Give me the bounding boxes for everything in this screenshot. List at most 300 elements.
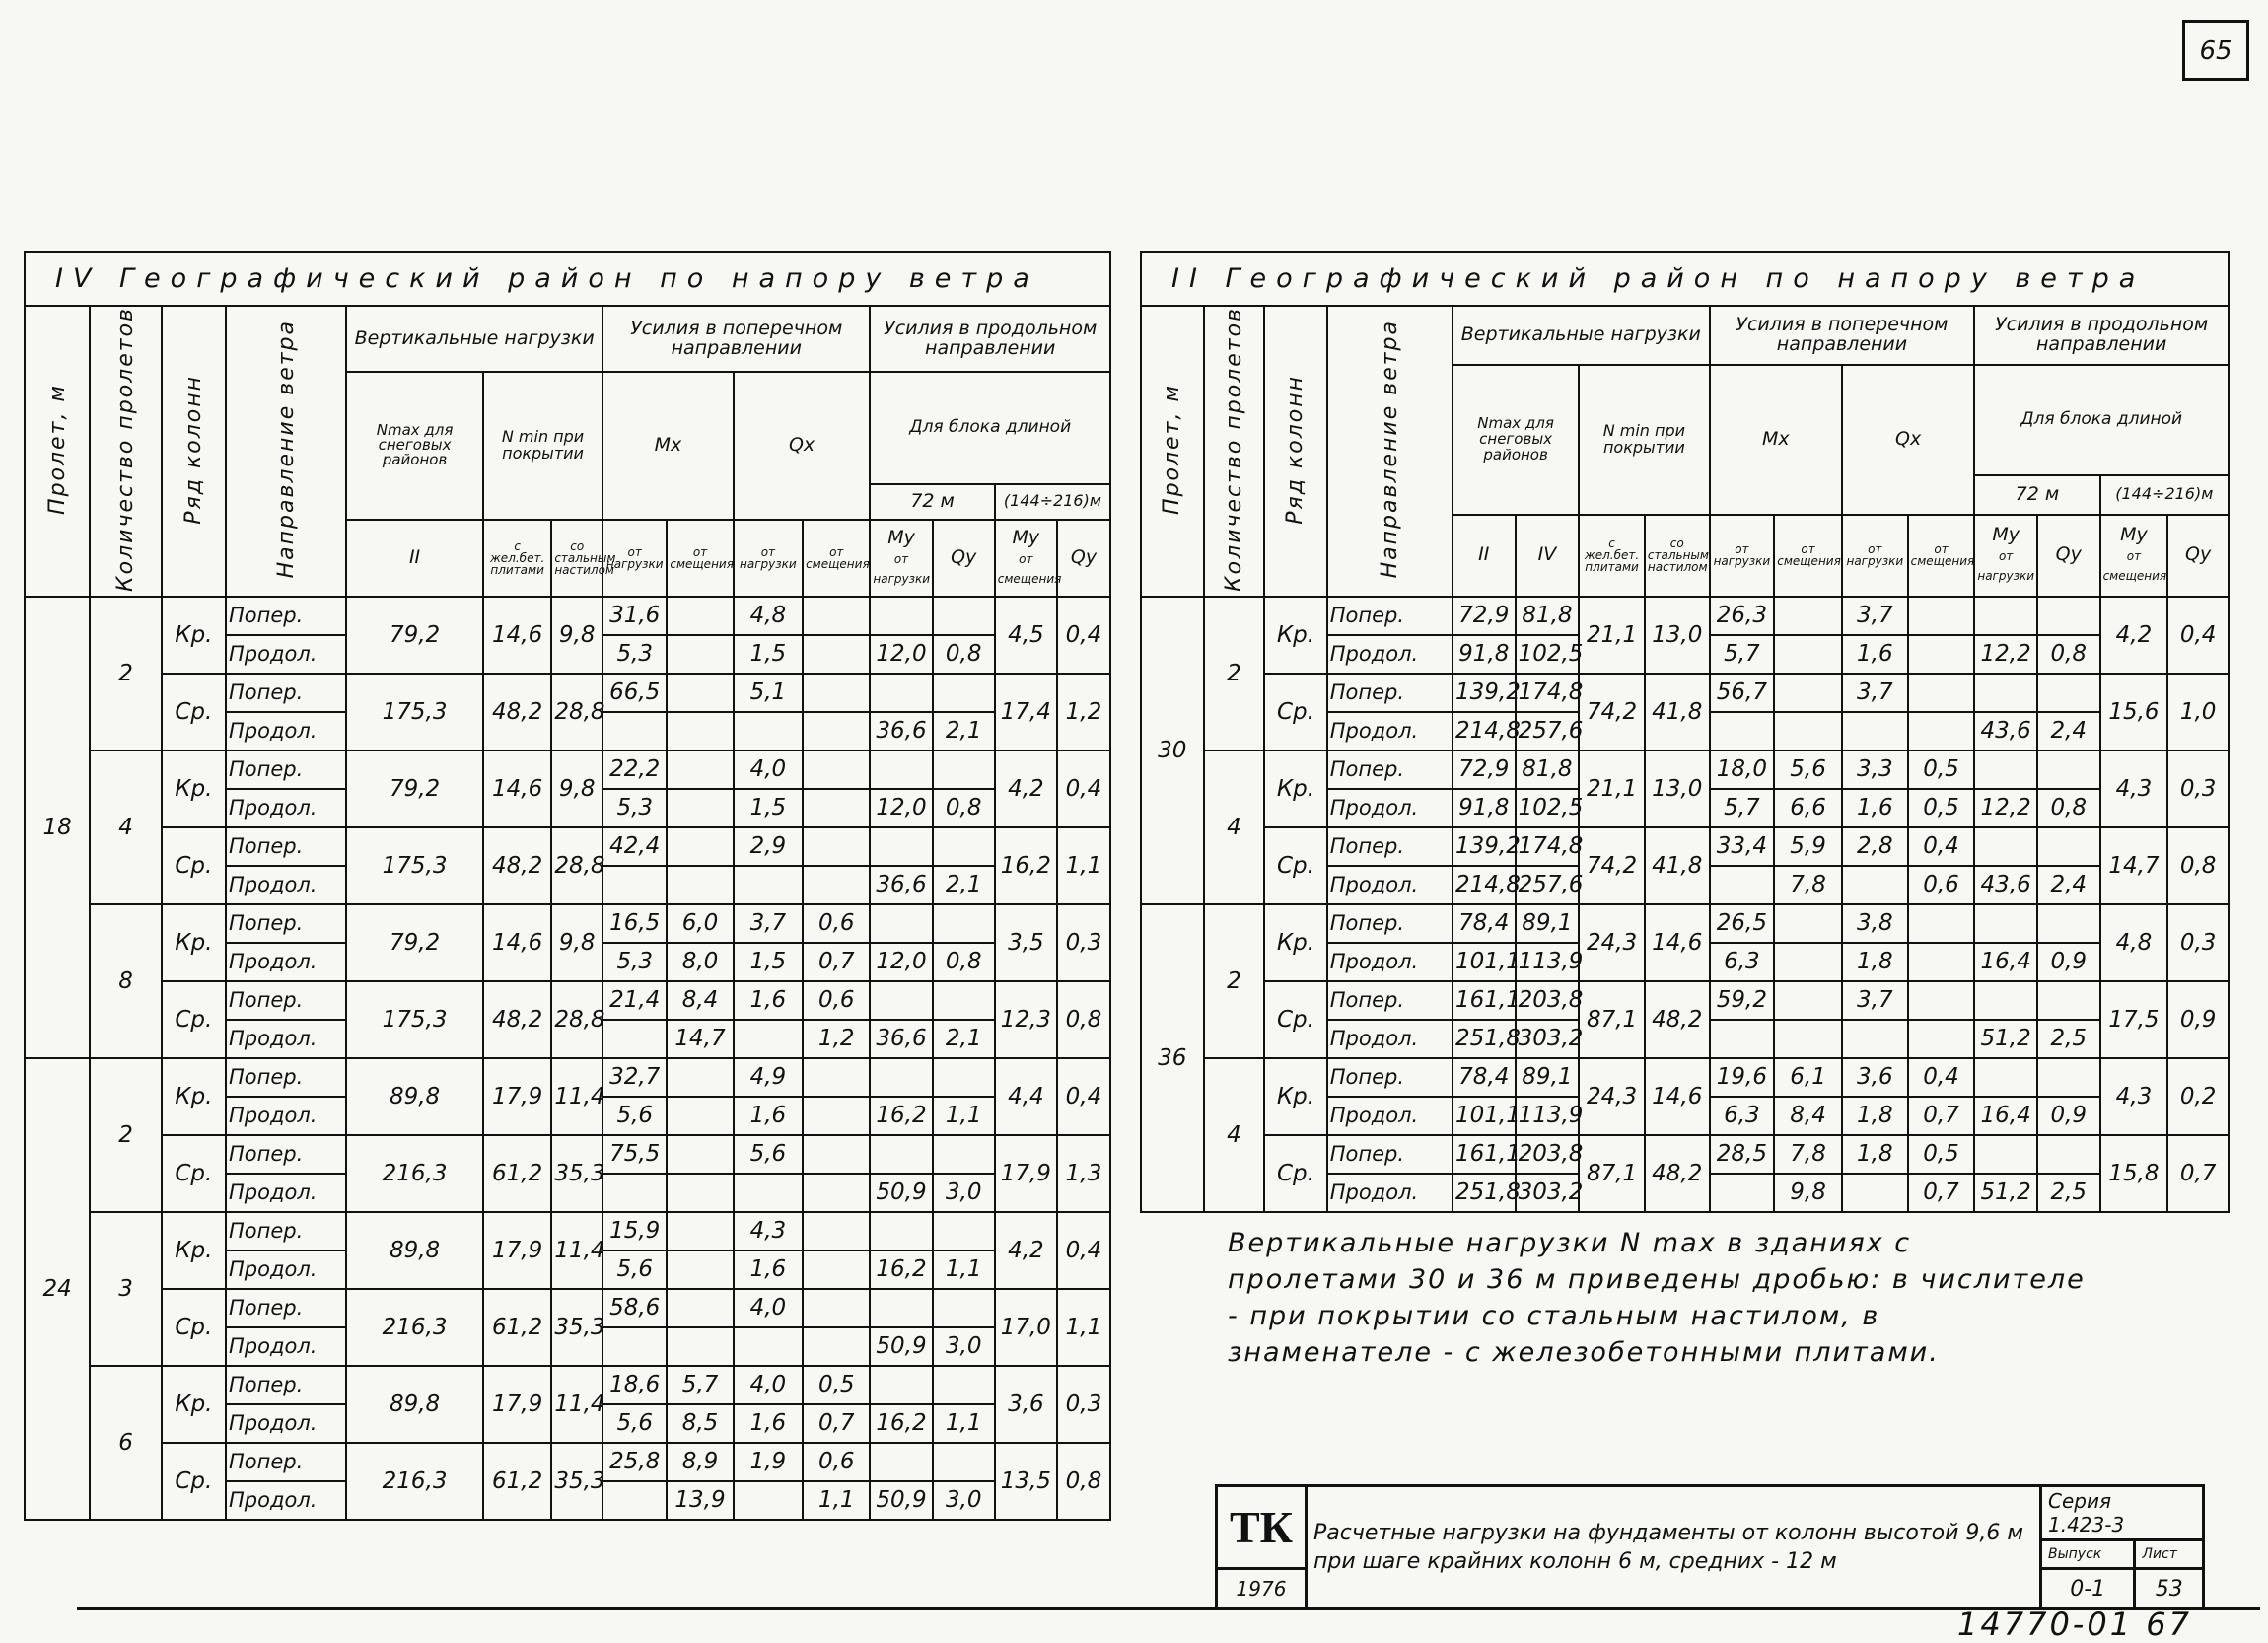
direction-cell: Попер. <box>226 981 346 1020</box>
mx-load-cell: 32,7 <box>602 1058 667 1097</box>
qx-disp-cell <box>803 712 870 750</box>
column-row-cell: Кр. <box>1264 904 1327 981</box>
mx-disp-cell <box>1774 981 1842 1020</box>
direction-cell: Продол. <box>226 1481 346 1520</box>
my2-header: My от смещения <box>995 520 1057 597</box>
my-144-cell: 17,9 <box>995 1135 1057 1212</box>
qy-72-cell: 3,0 <box>933 1481 995 1520</box>
mx-disp-cell <box>667 1174 733 1212</box>
qy-144-cell: 0,3 <box>2167 904 2229 981</box>
my-72-cell <box>870 1135 932 1174</box>
mx-disp-cell <box>667 712 733 750</box>
nmax-header: Nmax для снеговых районов <box>1453 365 1579 515</box>
qx-load-cell: 1,5 <box>734 635 803 674</box>
nmax-iv-cell: 102,5 <box>1516 789 1580 827</box>
series-value: 1.423-3 <box>2048 1513 2125 1536</box>
qy-72-cell <box>2037 1058 2100 1097</box>
column-row-cell: Ср. <box>162 674 226 750</box>
mx-disp-cell <box>667 1097 733 1135</box>
column-row-cell: Ср. <box>1264 827 1327 904</box>
my-72-cell <box>870 981 932 1020</box>
direction-cell: Продол. <box>226 1020 346 1058</box>
nmin-rc-cell: 61,2 <box>483 1443 551 1520</box>
qy-72-cell <box>933 1212 995 1250</box>
direction-cell: Попер. <box>1327 981 1453 1020</box>
table-row <box>25 904 1110 943</box>
nmax-cell: 79,2 <box>346 750 483 827</box>
column-row-cell: Кр. <box>162 1058 226 1135</box>
qx-disp-cell: 0,6 <box>1908 866 1975 904</box>
qx-load-cell: 1,8 <box>1842 1097 1908 1135</box>
mx-load-cell: 16,5 <box>602 904 667 943</box>
mx-load-cell: 28,5 <box>1710 1135 1775 1174</box>
nmax-cell: 216,3 <box>346 1289 483 1366</box>
my-144-cell: 12,3 <box>995 981 1057 1058</box>
nmin-rc-header: с жел.бет. плитами <box>1579 515 1645 597</box>
my-72-cell: 12,0 <box>870 635 932 674</box>
qy-72-cell <box>2037 674 2100 712</box>
my-72-cell <box>870 1212 932 1250</box>
nmin-rc-cell: 21,1 <box>1579 750 1645 827</box>
year: 1976 <box>1217 1569 1307 1609</box>
nmin-steel-header: со стальным настилом <box>551 520 602 597</box>
nmax-iv-cell: 303,2 <box>1516 1020 1580 1058</box>
my-72-cell: 36,6 <box>870 866 932 904</box>
table-row <box>1141 1058 2229 1097</box>
nmax-cell: 175,3 <box>346 827 483 904</box>
qy-72-cell: 2,4 <box>2037 866 2100 904</box>
my-72-cell: 16,4 <box>1974 1097 2037 1135</box>
qy-72-cell <box>933 1058 995 1097</box>
nmin-steel-cell: 9,8 <box>551 750 602 827</box>
qx-disp-cell: 0,5 <box>1908 1135 1975 1174</box>
mx-load-cell <box>602 1020 667 1058</box>
qy-72-cell: 1,1 <box>933 1097 995 1135</box>
mx-load-cell: 25,8 <box>602 1443 667 1481</box>
qx-header: Qx <box>1842 365 1974 515</box>
qy-72-cell: 0,9 <box>2037 1097 2100 1135</box>
nmin-steel-cell: 13,0 <box>1645 597 1710 674</box>
my-72-cell <box>870 1058 932 1097</box>
qx-load-cell: 4,3 <box>734 1212 803 1250</box>
qx-disp-cell <box>1908 674 1975 712</box>
my-144-cell: 3,6 <box>995 1366 1057 1443</box>
qy-72-cell: 0,8 <box>933 789 995 827</box>
block-length-header: Для блока длиной <box>1974 365 2229 475</box>
nmax-ii-cell: 139,2 <box>1453 674 1516 712</box>
qx-load-cell <box>734 1020 803 1058</box>
wind-region-ii-table <box>1140 251 2230 1213</box>
qy-72-cell: 1,1 <box>933 1404 995 1443</box>
mx-load-cell: 5,7 <box>1710 635 1775 674</box>
nmax-ii-cell: 78,4 <box>1453 904 1516 943</box>
my-144-cell: 16,2 <box>995 827 1057 904</box>
direction-cell: Продол. <box>1327 712 1453 750</box>
nmin-steel-cell: 11,4 <box>551 1366 602 1443</box>
block-length-header: Для блока длиной <box>870 372 1110 484</box>
table-title: IV Географический район по напору ветра <box>25 252 1110 306</box>
nmin-steel-cell: 14,6 <box>1645 1058 1710 1135</box>
mx-load-cell: 26,3 <box>1710 597 1775 635</box>
mx-load-cell: 75,5 <box>602 1135 667 1174</box>
qy-144-cell: 0,4 <box>1057 1058 1110 1135</box>
my-72-cell <box>1974 597 2037 635</box>
my-72-cell <box>1974 1058 2037 1097</box>
qx-disp-cell: 0,7 <box>803 1404 870 1443</box>
table-row <box>25 597 1110 635</box>
my-144-cell: 4,2 <box>995 750 1057 827</box>
my-72-cell: 43,6 <box>1974 712 2037 750</box>
nmax-ii-cell: 72,9 <box>1453 597 1516 635</box>
nmin-rc-cell: 61,2 <box>483 1289 551 1366</box>
qx-load-cell: 1,6 <box>734 981 803 1020</box>
direction-cell: Продол. <box>226 712 346 750</box>
qy-72-cell: 0,8 <box>933 635 995 674</box>
nmin-rc-cell: 14,6 <box>483 597 551 674</box>
direction-cell: Продол. <box>226 635 346 674</box>
my-72-cell <box>870 904 932 943</box>
column-row-cell: Ср. <box>162 827 226 904</box>
direction-cell: Попер. <box>226 750 346 789</box>
mx-load-cell <box>602 1327 667 1366</box>
my-72-cell: 16,2 <box>870 1404 932 1443</box>
table-row <box>25 1212 1110 1250</box>
qx-disp-cell <box>1908 712 1975 750</box>
qx-load-cell: 3,8 <box>1842 904 1908 943</box>
mx-load-cell: 18,6 <box>602 1366 667 1404</box>
mx-load-cell <box>602 1481 667 1520</box>
stamp-title: Расчетные нагрузки на фундаменты от колонн высотой 9,6 м при шаге крайних колонн 6 м, средних - 12 м <box>1307 1486 2041 1609</box>
nmin-steel-cell: 9,8 <box>551 597 602 674</box>
qy-72-cell: 2,1 <box>933 712 995 750</box>
my-72-cell: 50,9 <box>870 1481 932 1520</box>
direction-cell: Продол. <box>226 1327 346 1366</box>
nmin-rc-cell: 74,2 <box>1579 674 1645 750</box>
nmin-steel-cell: 35,3 <box>551 1443 602 1520</box>
qy-72-cell: 0,8 <box>2037 635 2100 674</box>
direction-cell: Попер. <box>1327 674 1453 712</box>
sheet-value: 53 <box>2135 1569 2204 1609</box>
qy-144-cell: 0,8 <box>1057 1443 1110 1520</box>
qx-load-cell <box>734 1174 803 1212</box>
mx-load-cell: 5,6 <box>602 1097 667 1135</box>
nmax-iv-cell: 102,5 <box>1516 635 1580 674</box>
bottom-rule <box>77 1607 2260 1610</box>
mx-disp-cell <box>667 750 733 789</box>
qx-disp-cell: 0,6 <box>803 981 870 1020</box>
qx-disp-cell <box>1908 597 1975 635</box>
mx-load-cell: 5,6 <box>602 1250 667 1289</box>
qx-disp-cell <box>803 1289 870 1327</box>
direction-cell: Продол. <box>226 789 346 827</box>
qx-disp-cell <box>803 1174 870 1212</box>
qx-load-cell: 3,7 <box>1842 981 1908 1020</box>
qy-144-cell: 0,4 <box>1057 1212 1110 1289</box>
my-144-cell: 4,4 <box>995 1058 1057 1135</box>
title-block <box>1215 1484 2205 1610</box>
nmax-ii-cell: 91,8 <box>1453 635 1516 674</box>
qx-disp-cell <box>1908 943 1975 981</box>
nmax-iv-cell: 257,6 <box>1516 866 1580 904</box>
direction-cell: Продол. <box>1327 635 1453 674</box>
qy-144-cell: 0,8 <box>1057 981 1110 1058</box>
nmin-rc-cell: 87,1 <box>1579 981 1645 1058</box>
nmax-cell: 89,8 <box>346 1366 483 1443</box>
vertical-loads-header: Вертикальные нагрузки <box>1453 306 1710 365</box>
qx-load-cell: 3,6 <box>1842 1058 1908 1097</box>
my-72-cell <box>1974 827 2037 866</box>
direction-cell: Попер. <box>1327 904 1453 943</box>
my-144-cell: 4,5 <box>995 597 1057 674</box>
table-title: II Географический район по напору ветра <box>1141 252 2229 306</box>
mx-load-cell: 5,3 <box>602 943 667 981</box>
mx-disp-cell <box>1774 712 1842 750</box>
table-row <box>1141 674 2229 712</box>
my-144-cell: 3,5 <box>995 904 1057 981</box>
nmin-rc-cell: 24,3 <box>1579 1058 1645 1135</box>
dir-header: Направление ветра <box>273 320 299 579</box>
qx-header: Qx <box>734 372 871 520</box>
direction-cell: Попер. <box>1327 1058 1453 1097</box>
my-72-cell <box>870 674 932 712</box>
direction-cell: Продол. <box>1327 943 1453 981</box>
qy-72-cell: 2,1 <box>933 1020 995 1058</box>
mx-load-header: от нагрузки <box>602 520 667 597</box>
longitudinal-header: Усилия в продольном направлении <box>1974 306 2229 365</box>
count-cell: 2 <box>90 597 161 750</box>
my-72-cell: 12,0 <box>870 789 932 827</box>
qx-load-cell: 4,8 <box>734 597 803 635</box>
table-row <box>25 1366 1110 1404</box>
nmin-steel-cell: 41,8 <box>1645 674 1710 750</box>
my-144-cell: 17,0 <box>995 1289 1057 1366</box>
my-72-cell <box>870 750 932 789</box>
direction-cell: Попер. <box>226 674 346 712</box>
note-text: Вертикальные нагрузки N max в зданиях с пролетами 30 и 36 м приведены дробью: в числителе - при покрытии со стальным настилом, в знаменателе - с железобетонными плитами. <box>1228 1228 2086 1368</box>
table-row <box>25 674 1110 712</box>
column-row-cell: Кр. <box>162 597 226 674</box>
row-header: Ряд колонн <box>180 374 206 525</box>
qy-72-cell <box>933 904 995 943</box>
column-row-cell: Ср. <box>1264 674 1327 750</box>
column-row-cell: Кр. <box>162 1212 226 1289</box>
my-144-cell: 15,6 <box>2100 674 2168 750</box>
my-72-cell: 16,4 <box>1974 943 2037 981</box>
table-row <box>1141 827 2229 866</box>
count-cell: 3 <box>90 1212 161 1366</box>
nmin-rc-cell: 74,2 <box>1579 827 1645 904</box>
my-72-cell: 51,2 <box>1974 1174 2037 1212</box>
qx-load-cell: 2,8 <box>1842 827 1908 866</box>
qy-72-cell: 3,0 <box>933 1327 995 1366</box>
nmin-steel-cell: 11,4 <box>551 1058 602 1135</box>
nmin-steel-cell: 28,8 <box>551 981 602 1058</box>
nmax-iv-cell: 89,1 <box>1516 904 1580 943</box>
qy-144-cell: 0,3 <box>1057 904 1110 981</box>
table-row <box>25 1135 1110 1174</box>
mx-disp-cell: 7,8 <box>1774 1135 1842 1174</box>
count-header: Количество пролетов <box>1221 307 1246 592</box>
mx-load-cell: 6,3 <box>1710 943 1775 981</box>
nmin-steel-cell: 14,6 <box>1645 904 1710 981</box>
direction-cell: Продол. <box>1327 1174 1453 1212</box>
mx-load-header: от нагрузки <box>1710 515 1775 597</box>
qy-72-cell <box>933 1443 995 1481</box>
bottom-numbers: 14770-01 67 <box>1957 1606 2192 1643</box>
qy-144-cell: 1,3 <box>1057 1135 1110 1212</box>
mx-disp-cell: 9,8 <box>1774 1174 1842 1212</box>
direction-cell: Попер. <box>226 1443 346 1481</box>
qx-load-cell: 4,0 <box>734 1289 803 1327</box>
qx-disp-cell <box>803 750 870 789</box>
count-header: Количество пролетов <box>112 307 138 592</box>
qy-144-cell: 0,2 <box>2167 1058 2229 1135</box>
mx-disp-cell: 5,9 <box>1774 827 1842 866</box>
direction-cell: Попер. <box>1327 597 1453 635</box>
qx-load-cell <box>734 1327 803 1366</box>
nmin-rc-cell: 14,6 <box>483 750 551 827</box>
mx-load-cell: 21,4 <box>602 981 667 1020</box>
nmax-ii-cell: 78,4 <box>1453 1058 1516 1097</box>
nmin-steel-cell: 48,2 <box>1645 981 1710 1058</box>
nmax-iv-cell: 203,8 <box>1516 981 1580 1020</box>
nmin-rc-cell: 24,3 <box>1579 904 1645 981</box>
qy-72-cell <box>2037 1135 2100 1174</box>
mx-disp-cell <box>667 866 733 904</box>
qy-72-cell <box>933 750 995 789</box>
count-cell: 4 <box>90 750 161 904</box>
qx-load-cell: 1,6 <box>734 1097 803 1135</box>
my-72-cell: 16,2 <box>870 1250 932 1289</box>
count-cell: 2 <box>1204 904 1265 1058</box>
qx-disp-cell: 0,6 <box>803 904 870 943</box>
column-row-cell: Кр. <box>162 904 226 981</box>
qx-load-cell: 3,7 <box>734 904 803 943</box>
direction-cell: Продол. <box>226 1174 346 1212</box>
mx-disp-cell: 6,0 <box>667 904 733 943</box>
qy-144-cell: 0,3 <box>2167 750 2229 827</box>
mx-disp-cell <box>1774 635 1842 674</box>
qy-header: Qy <box>933 520 995 597</box>
mx-load-cell: 66,5 <box>602 674 667 712</box>
qy-144-cell: 1,0 <box>2167 674 2229 750</box>
qx-load-cell: 1,8 <box>1842 943 1908 981</box>
nmax-iv-cell: 174,8 <box>1516 674 1580 712</box>
my-72-cell <box>870 1443 932 1481</box>
nmin-rc-cell: 17,9 <box>483 1212 551 1289</box>
direction-cell: Продол. <box>1327 1020 1453 1058</box>
my-144-cell: 15,8 <box>2100 1135 2168 1212</box>
mx-load-cell: 5,7 <box>1710 789 1775 827</box>
count-cell: 4 <box>1204 750 1265 904</box>
direction-cell: Продол. <box>226 943 346 981</box>
qx-load-cell: 1,6 <box>734 1404 803 1443</box>
nmin-rc-cell: 21,1 <box>1579 597 1645 674</box>
mx-disp-cell: 8,9 <box>667 1443 733 1481</box>
table-row <box>25 981 1110 1020</box>
nmax-cell: 89,8 <box>346 1058 483 1135</box>
mx-load-cell: 18,0 <box>1710 750 1775 789</box>
qy-72-cell <box>2037 827 2100 866</box>
qx-load-cell: 1,5 <box>734 943 803 981</box>
qx-load-cell: 1,9 <box>734 1443 803 1481</box>
nmin-steel-cell: 41,8 <box>1645 827 1710 904</box>
nmin-steel-cell: 28,8 <box>551 827 602 904</box>
mx-disp-cell: 7,8 <box>1774 866 1842 904</box>
qy-144-cell: 0,9 <box>2167 981 2229 1058</box>
qx-disp-header: от смещения <box>803 520 870 597</box>
mx-load-cell <box>602 712 667 750</box>
column-row-cell: Кр. <box>1264 1058 1327 1135</box>
mx-disp-cell <box>667 1289 733 1327</box>
my-72-cell <box>870 597 932 635</box>
mx-load-cell: 22,2 <box>602 750 667 789</box>
nmax-cell: 175,3 <box>346 674 483 750</box>
direction-cell: Попер. <box>226 1058 346 1097</box>
qy-144-cell: 0,4 <box>1057 750 1110 827</box>
qx-load-cell: 3,3 <box>1842 750 1908 789</box>
qx-load-cell: 4,0 <box>734 750 803 789</box>
qy-72-cell: 3,0 <box>933 1174 995 1212</box>
qx-load-cell <box>1842 712 1908 750</box>
column-row-cell: Кр. <box>1264 597 1327 674</box>
my-144-cell: 4,8 <box>2100 904 2168 981</box>
mx-disp-cell <box>667 1135 733 1174</box>
my-144-cell: 4,3 <box>2100 750 2168 827</box>
qx-disp-header: от смещения <box>1908 515 1975 597</box>
qx-load-cell: 1,6 <box>734 1250 803 1289</box>
qy-72-cell <box>2037 750 2100 789</box>
nmin-rc-cell: 17,9 <box>483 1058 551 1135</box>
count-cell: 6 <box>90 1366 161 1520</box>
table-row <box>1141 1135 2229 1174</box>
mx-disp-cell: 5,7 <box>667 1366 733 1404</box>
dir-header: Направление ветра <box>1377 320 1402 579</box>
qx-load-cell <box>1842 866 1908 904</box>
qy-72-cell: 0,8 <box>933 943 995 981</box>
issue-value: 0-1 <box>2041 1569 2135 1609</box>
nmin-steel-cell: 48,2 <box>1645 1135 1710 1212</box>
qy-72-cell <box>2037 904 2100 943</box>
my-72-cell <box>1974 674 2037 712</box>
qx-disp-cell <box>1908 635 1975 674</box>
mx-disp-cell: 13,9 <box>667 1481 733 1520</box>
nmax-ii-cell: 101,1 <box>1453 1097 1516 1135</box>
mx-disp-cell <box>667 635 733 674</box>
qx-disp-cell <box>803 597 870 635</box>
qy-144-cell: 0,4 <box>2167 597 2229 674</box>
qx-load-cell <box>734 1481 803 1520</box>
nmax-region-ii: II <box>346 520 483 597</box>
mx-disp-cell <box>667 597 733 635</box>
direction-cell: Попер. <box>1327 827 1453 866</box>
qx-load-cell: 5,1 <box>734 674 803 712</box>
mx-load-cell <box>1710 712 1775 750</box>
nmin-rc-cell: 61,2 <box>483 1135 551 1212</box>
my-72-cell: 36,6 <box>870 712 932 750</box>
my-72-cell: 50,9 <box>870 1174 932 1212</box>
nmax-cell: 79,2 <box>346 904 483 981</box>
qy-72-cell <box>933 674 995 712</box>
my-72-cell: 16,2 <box>870 1097 932 1135</box>
my-144-cell: 4,2 <box>995 1212 1057 1289</box>
nmax-ii-cell: 91,8 <box>1453 789 1516 827</box>
qy-72-cell: 2,5 <box>2037 1174 2100 1212</box>
nmin-rc-cell: 14,6 <box>483 904 551 981</box>
my-72-cell <box>870 827 932 866</box>
my-72-cell: 12,2 <box>1974 635 2037 674</box>
mx-load-cell: 59,2 <box>1710 981 1775 1020</box>
